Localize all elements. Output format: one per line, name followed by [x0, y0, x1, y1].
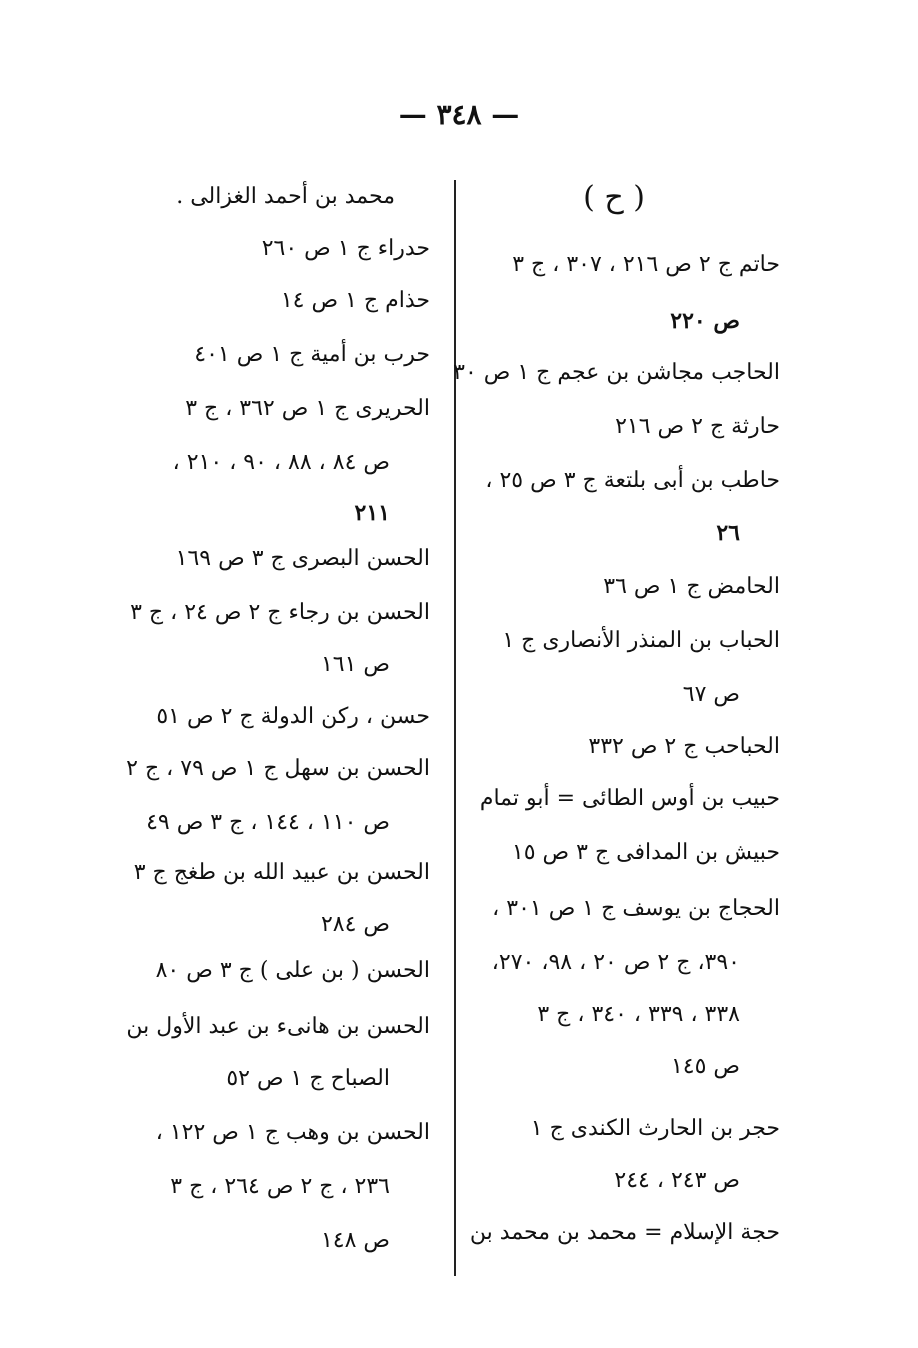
index-entry-continuation: ٣٣٨ ، ٣٣٩ ، ٣٤٠ ، ج ٣: [537, 1002, 740, 1027]
index-entry-continuation: ص ٦٧: [682, 682, 740, 707]
index-entry-continuation: ص ١١٠ ، ١٤٤ ، ج ٣ ص ٤٩: [146, 810, 390, 835]
index-entry-continuation: ص ١٤٨: [320, 1228, 390, 1253]
index-entry: حدراء ج ١ ص ٢٦٠: [261, 236, 430, 261]
index-entry-continuation: ص ١٤٥: [670, 1054, 740, 1079]
index-entry: حاتم ج ٢ ص ٢١٦ ، ٣٠٧ ، ج ٣: [512, 252, 780, 277]
index-entry: الحامض ج ١ ص ٣٦: [603, 574, 780, 599]
index-entry: الحجاج بن يوسف ج ١ ص ٣٠١ ،: [492, 896, 780, 921]
index-entry-continuation: ص ٢٢٠: [670, 308, 740, 334]
section-letter: ( ح ): [583, 180, 645, 215]
index-entry: حرب بن أمية ج ١ ص ٤٠١: [194, 342, 430, 367]
index-entry: الحسن بن هانىء بن عبد الأول بن: [126, 1014, 430, 1039]
index-entry-continuation: ص ٢٤٣ ، ٢٤٤: [614, 1168, 740, 1193]
index-entry-continuation: ص ١٦١: [320, 652, 390, 677]
index-entry: حجة الإسلام = محمد بن محمد بن: [469, 1220, 780, 1245]
index-entry: حارثة ج ٢ ص ٢١٦: [615, 414, 780, 439]
index-entry-continuation: الصباح ج ١ ص ٥٢: [226, 1066, 390, 1091]
index-entry: الحباب بن المنذر الأنصارى ج ١: [502, 628, 780, 653]
index-entry: الحسن بن عبيد الله بن طغج ج ٣: [133, 860, 430, 885]
index-entry: حاطب بن أبى بلتعة ج ٣ ص ٢٥ ،: [485, 468, 780, 493]
index-entry-continuation: ٢٣٦ ، ج ٢ ص ٢٦٤ ، ج ٣: [170, 1174, 390, 1199]
index-entry-continuation: ص ٨٤ ، ٨٨ ، ٩٠ ، ٢١٠ ،: [172, 450, 390, 475]
index-entry-continuation: ٢١١: [354, 500, 390, 526]
index-entry-continuation: ٣٩٠، ج ٢ ص ٢٠ ، ٩٨، ٢٧٠،: [491, 950, 740, 975]
index-entry: الحسن بن سهل ج ١ ص ٧٩ ، ج ٢: [126, 756, 430, 781]
index-entry: حذام ج ١ ص ١٤: [280, 288, 430, 313]
index-entry: حسن ، ركن الدولة ج ٢ ص ٥١: [156, 704, 430, 729]
index-entry: الحسن بن رجاء ج ٢ ص ٢٤ ، ج ٣: [130, 600, 430, 625]
index-entry: الحسن البصرى ج ٣ ص ١٦٩: [175, 546, 430, 571]
index-entry: الحباحب ج ٢ ص ٣٣٢: [588, 734, 780, 759]
column-divider: [454, 180, 456, 1276]
index-entry: حبيب بن أوس الطائى = أبو تمام: [479, 786, 780, 811]
index-entry-continuation: محمد بن أحمد الغزالى .: [176, 184, 395, 209]
index-entry: الحاجب مجاشن بن عجم ج ١ ص ٣٠: [453, 360, 780, 385]
index-entry-continuation: ٢٦: [716, 520, 740, 546]
index-entry: الحريرى ج ١ ص ٣٦٢ ، ج ٣: [185, 396, 430, 421]
index-entry-continuation: ص ٢٨٤: [320, 912, 390, 937]
index-entry: حبيش بن المدافى ج ٣ ص ١٥: [511, 840, 780, 865]
index-entry: الحسن ( بن على ) ج ٣ ص ٨٠: [155, 958, 430, 983]
page-number: — ٣٤٨ —: [398, 98, 520, 131]
index-entry: حجر بن الحارث الكندى ج ١: [530, 1116, 780, 1141]
index-entry: الحسن بن وهب ج ١ ص ١٢٢ ،: [155, 1120, 430, 1145]
